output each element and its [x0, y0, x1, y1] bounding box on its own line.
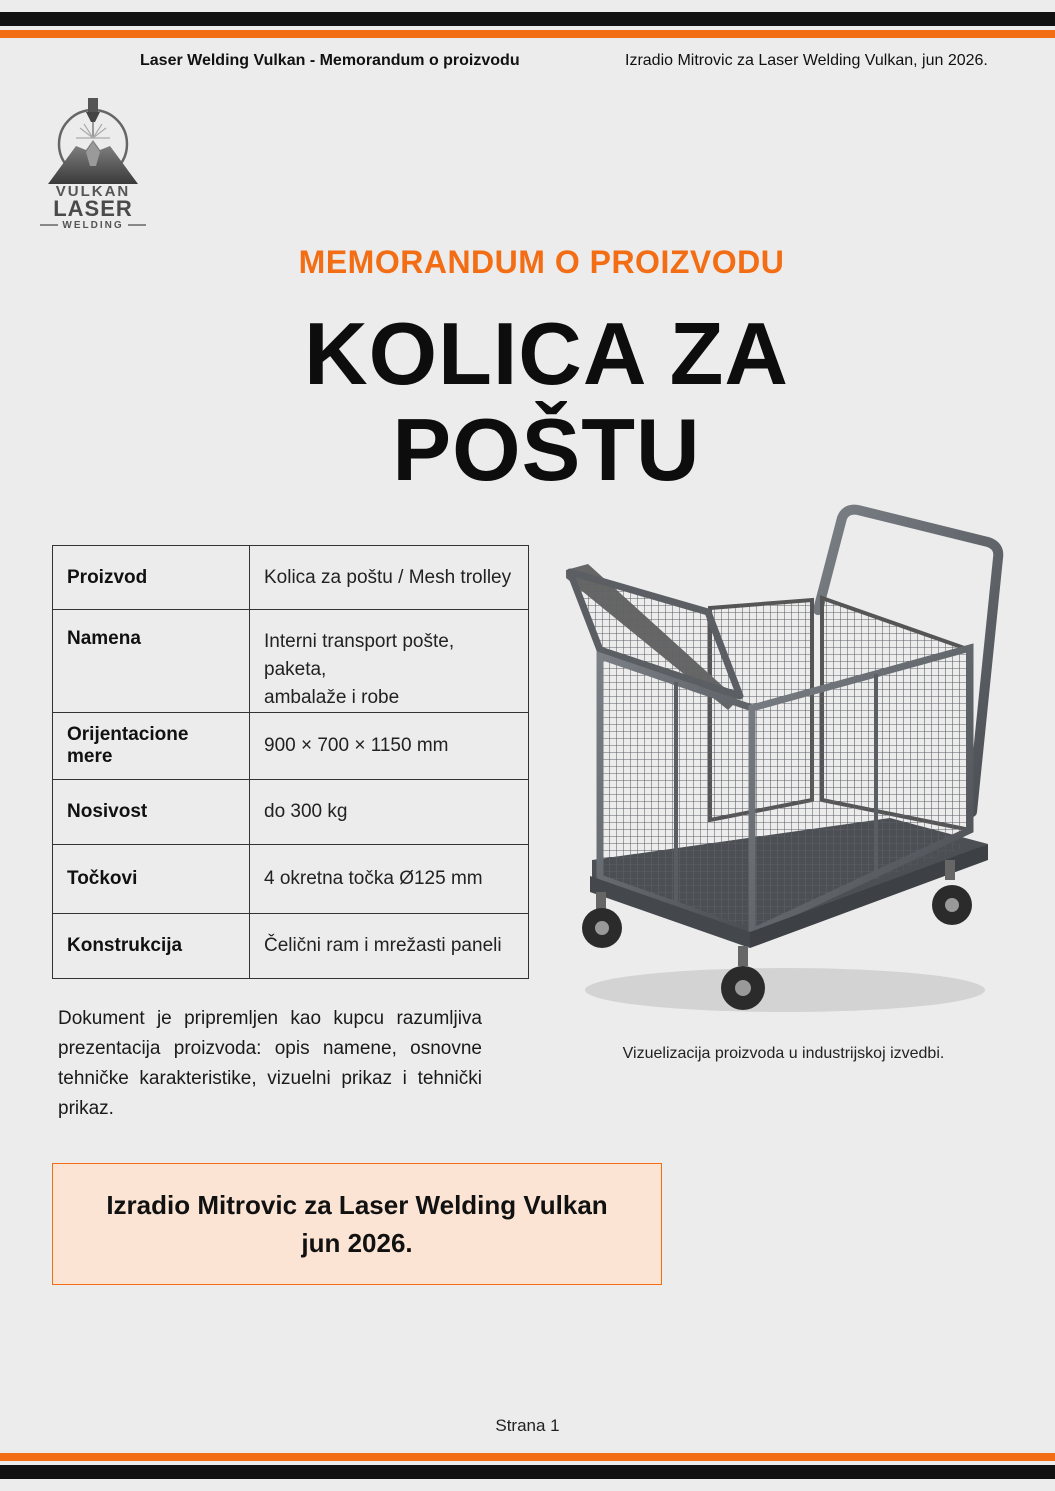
spec-value-line: ambalaže i robe — [264, 687, 400, 708]
spec-value-line: Kolica za poštu / Mesh trolley — [264, 566, 512, 588]
page-number: Strana 1 — [495, 1416, 560, 1435]
document-title — [0, 306, 1055, 498]
spec-value-line: do 300 kg — [264, 801, 348, 822]
spec-label: Točkovi — [53, 845, 250, 914]
spec-label: Nosivost — [53, 780, 250, 845]
spec-row-namena — [53, 610, 529, 713]
spec-value — [250, 713, 529, 780]
mesh-trolley-image-icon — [560, 500, 1010, 1025]
spec-table — [52, 545, 529, 979]
callout-line-2: jun 2026. — [301, 1228, 413, 1258]
spec-row-proizvod — [53, 546, 529, 610]
spec-value-line: 900 × 700 × 1150 mm — [264, 735, 449, 756]
spec-row-konstrukcija — [53, 914, 529, 979]
spec-value — [250, 780, 529, 845]
spec-value — [250, 914, 529, 979]
spec-value-line: Čelični ram i mrežasti paneli — [264, 935, 502, 956]
author-callout-box — [52, 1163, 662, 1285]
spec-label: Proizvod — [53, 546, 250, 610]
logo-line2: LASER — [53, 196, 133, 221]
bottom-black-band — [0, 1465, 1055, 1479]
spec-row-nosivost — [53, 780, 529, 845]
logo-line3: WELDING — [62, 220, 124, 231]
bottom-orange-band — [0, 1453, 1055, 1461]
title-line-2: POŠTU — [392, 400, 701, 499]
top-orange-band — [0, 30, 1055, 38]
title-line-1: KOLICA ZA — [304, 304, 789, 403]
top-black-band — [0, 12, 1055, 26]
spec-label: Konstrukcija — [53, 914, 250, 979]
laser-volcano-logo-icon — [36, 96, 148, 232]
callout-line-1: Izradio Mitrovic za Laser Welding Vulkan — [106, 1190, 608, 1220]
header-right-text: Izradio Mitrovic za Laser Welding Vulkan, jun 2026. — [625, 52, 988, 69]
spec-value-line: 4 okretna točka Ø125 mm — [264, 868, 483, 889]
spec-value — [250, 845, 529, 914]
spec-label: Orijentacione mere — [53, 713, 250, 780]
spec-value-line: Interni transport pošte, paketa, — [264, 631, 455, 680]
spec-value — [250, 546, 529, 610]
header-left-text: Laser Welding Vulkan - Memorandum o proizvodu — [140, 52, 520, 69]
spec-row-tockovi — [53, 845, 529, 914]
spec-label: Namena — [53, 610, 250, 713]
logo-line1: VULKAN — [55, 183, 131, 200]
image-caption: Vizuelizacija proizvoda u industrijskoj izvedbi. — [622, 1045, 945, 1062]
document-subtitle: MEMORANDUM O PROIZVODU — [298, 244, 785, 280]
spec-row-mere — [53, 713, 529, 780]
spec-value — [250, 610, 529, 713]
description-paragraph: Dokument je pripremljen kao kupcu razumljiva prezentacija proizvoda: opis namene, osnovne tehničke karakteristike, vizuelni prikaz i tehnički prikaz. — [58, 1008, 482, 1119]
